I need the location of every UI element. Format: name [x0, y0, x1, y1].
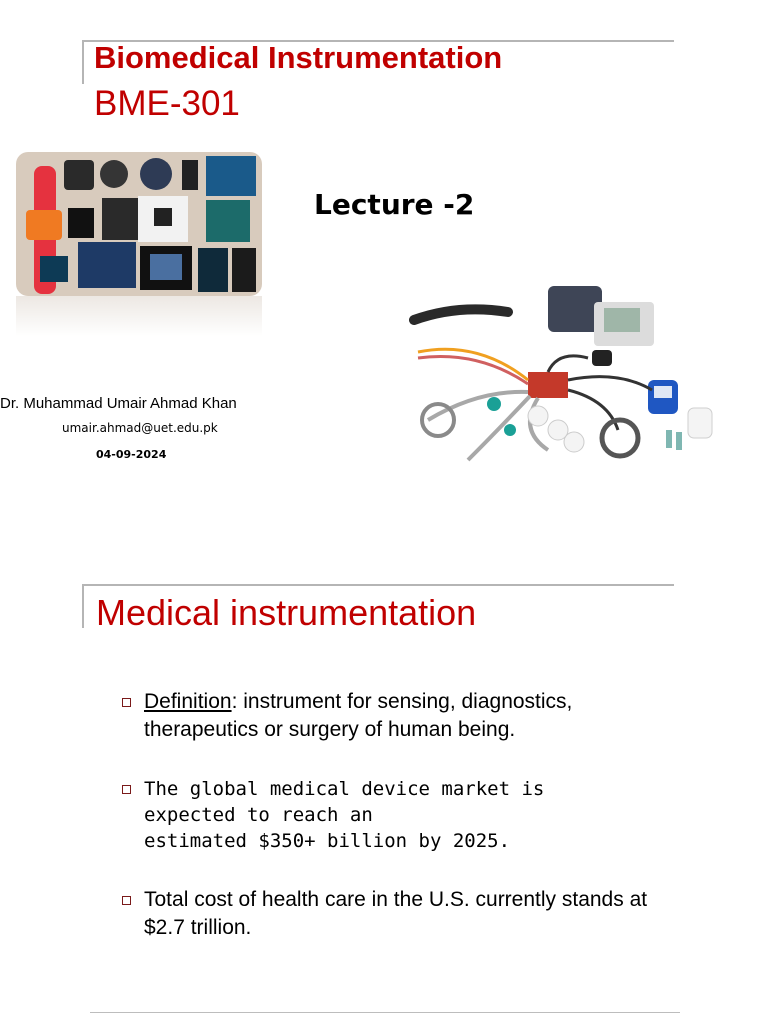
- list-item: [118, 776, 678, 854]
- market-text-line: The global medical device market is: [144, 778, 545, 800]
- market-text-line: estimated $350+ billion by 2025.: [144, 830, 511, 852]
- slide-title: Biomedical Instrumentation: [94, 40, 503, 75]
- slide2-top-rule: [82, 584, 674, 586]
- bottom-rule: [90, 1012, 680, 1013]
- list-item: [118, 886, 678, 942]
- electronics-boards-image: [16, 152, 262, 336]
- hollow-square-bullet-icon: [122, 698, 131, 707]
- slide1-left-rule: [82, 40, 84, 84]
- author-email: umair.ahmad@uet.edu.pk: [62, 421, 218, 435]
- slide2-heading: Medical instrumentation: [96, 592, 477, 633]
- definition-term: Definition: [144, 690, 232, 713]
- hollow-square-bullet-icon: [122, 896, 131, 905]
- hollow-square-bullet-icon: [122, 785, 131, 794]
- healthcare-cost-text: Total cost of health care in the U.S. currently stands at $2.7 trillion.: [144, 888, 648, 939]
- course-code: BME-301: [94, 84, 240, 123]
- definition-text: : instrument for sensing, diagnostics, therapeutics or surgery of human being.: [144, 690, 573, 741]
- lecture-date: 04-09-2024: [96, 448, 167, 461]
- medical-sensors-kit-image: [398, 280, 718, 470]
- list-item: [118, 688, 678, 744]
- slide2-left-rule: [82, 584, 84, 628]
- author-name: Dr. Muhammad Umair Ahmad Khan: [0, 395, 237, 412]
- bullet-list: [118, 688, 678, 974]
- market-text-line: expected to reach an: [144, 804, 373, 826]
- lecture-number: Lecture -2: [314, 188, 475, 221]
